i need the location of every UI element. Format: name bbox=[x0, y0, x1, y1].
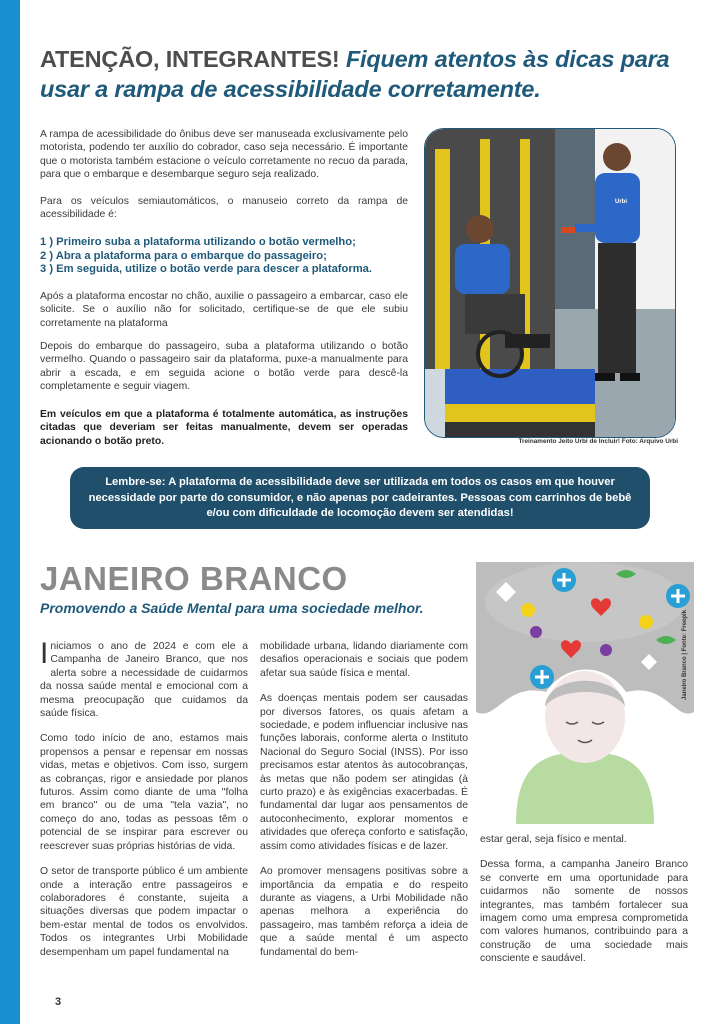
banner-label: Lembre-se: bbox=[105, 476, 166, 488]
column-1 bbox=[40, 637, 248, 959]
col3-p1: estar geral, seja físico e mental. bbox=[480, 834, 627, 845]
step-item: 3 ) Em seguida, utilize o botão verde para descer a plataforma. bbox=[40, 263, 372, 275]
intro-paragraph: A rampa de acessibilidade do ônibus deve ser manuseada exclusivamente pelo motorista, podendo ter auxílio do cobrador, caso seja necessário. É importante que o motorista também estacione o veículo corretamente no recuo da parada, para que o embarque e desembarque seguro seja realizado. bbox=[40, 129, 408, 181]
section-title: JANEIRO BRANCO bbox=[40, 560, 348, 597]
badge-text: Urbi bbox=[615, 199, 627, 205]
col2-p2: As doenças mentais podem ser causadas por diversos fatores, os quais afetam a sociedade, e podem influenciar inclusive nas funções laborais, conforme alerta o Instituto Nacional do Seguro Social (INSS). Por isso precisamos estar atentos às autocobranças, às metas que não podem ser atingidas (à curto prazo) e às exigências exacerbadas. É fundamental dar lugar aos pensamentos de autoconhecimento, explorar momentos e atividades que ofereça conforto e satisfação, assim como atividades físicas e de lazer. bbox=[260, 693, 468, 852]
col2-p1: mobilidade urbana, lidando diariamente com desafios operacionais e sociais que podem afetar sua saúde física e mental. bbox=[260, 641, 468, 679]
step-item: 1 ) Primeiro suba a plataforma utilizando o botão vermelho; bbox=[40, 236, 356, 248]
reminder-banner bbox=[70, 467, 650, 529]
steps-list bbox=[40, 236, 410, 277]
page-number: 3 bbox=[55, 996, 62, 1008]
title-lead: ATENÇÃO, INTEGRANTES! bbox=[40, 46, 340, 72]
auto-paragraph: Em veículos em que a plataforma é totalmente automática, as instruções citadas que deveriam ser feitas manualmente, devem ser operadas acionando o botão preto. bbox=[40, 409, 408, 447]
column-3 bbox=[480, 833, 688, 966]
col3-p2: Dessa forma, a campanha Janeiro Branco se converte em uma oportunidade para cuidarmos não somente de nossos integrantes, mas também fortalecer sua imagem como uma empresa comprometida com valores humanos, contribuindo para a construção de uma sociedade mais consciente e saudável. bbox=[480, 859, 688, 965]
mental-health-illustration bbox=[476, 562, 694, 824]
photo-caption: Treinamento Jeito Urbi de Incluir! Foto: Arquivo Urbi bbox=[518, 438, 678, 445]
sidebar-stripe bbox=[0, 0, 20, 1024]
banner-text: A plataforma de acessibilidade deve ser utilizada em todos os casos em que houver necessidade por parte do consumidor, e não apenas por cadeirantes. Pessoas com carrinhos de bebê e/ou com dificuldade de locomoção devem ser atendidas! bbox=[88, 476, 632, 519]
training-photo bbox=[424, 128, 676, 438]
title-rest: Fiquem atentos às dicas para usar a rampa de acessibilidade corretamente. bbox=[40, 46, 670, 102]
section-subtitle: Promovendo a Saúde Mental para uma sociedade melhor. bbox=[40, 600, 424, 616]
col1-p3: O setor de transporte público é um ambiente onde a interação entre passageiros e colaboradores é constante, sujeita a situações diversas que podem impactar o bem-estar mental de todos os envolvidos. Todos os integrantes Urbi Mobilidade desempenham um papel fundamental na bbox=[40, 866, 248, 958]
col1-p1 bbox=[40, 637, 248, 720]
col2-p3: Ao promover mensagens positivas sobre a importância da empatia e do respeito durante as viagens, a Urbi Mobilidade não apenas melhora a experiência do passageiro, mas também reforça a ideia de que a saúde mental é um aspecto fundamental do bem- bbox=[260, 866, 468, 958]
col1-p1-text: niciamos o ano de 2024 e com ele a Campanha de Janeiro Branco, que nos alerta sobre a necessidade de cuidarmos da nossa saúde mental e emocional com a mesma preocupação que cuidamos da saúde física. bbox=[40, 641, 248, 720]
col1-p2: Como todo início de ano, estamos mais propensos a pensar e repensar em nossas vidas, metas e objetivos. Com isso, surgem as cobranças, rigor e ansiedade por planos futuros. Assim como diante de uma "folha em branco" ou de uma "tela vazia", no começo do ano, todas as pessoas têm o potencial de se inspirar para escrever ou reescrever suas próprias histórias de vida. bbox=[40, 733, 248, 852]
depois-paragraph: Depois do embarque do passageiro, suba a plataforma utilizando o botão vermelho. Quando o passageiro sair da plataforma, puxe-a manualmente para abrir a escada, e em seguida acione o botão verde para descê-la completamente e seguir viagem. bbox=[40, 341, 408, 393]
after-paragraph: Após a plataforma encostar no chão, auxilie o passageiro a embarcar, caso ele solicite. Se o auxílio não for solicitado, certifique-se de que ele subiu corretamente na plataforma bbox=[40, 291, 408, 329]
column-2 bbox=[260, 640, 468, 959]
page-title bbox=[40, 44, 680, 104]
photo-illustration bbox=[425, 129, 675, 437]
semiauto-paragraph: Para os veículos semiautomáticos, o manuseio correto da rampa de acessibilidade é: bbox=[40, 196, 408, 221]
drop-cap: I bbox=[40, 637, 49, 670]
illustration-art bbox=[476, 562, 694, 824]
step-item: 2 ) Abra a plataforma para o embarque do passageiro; bbox=[40, 249, 327, 262]
illustration-caption: Janeiro Branco | Fonte: Freepik bbox=[682, 609, 688, 700]
